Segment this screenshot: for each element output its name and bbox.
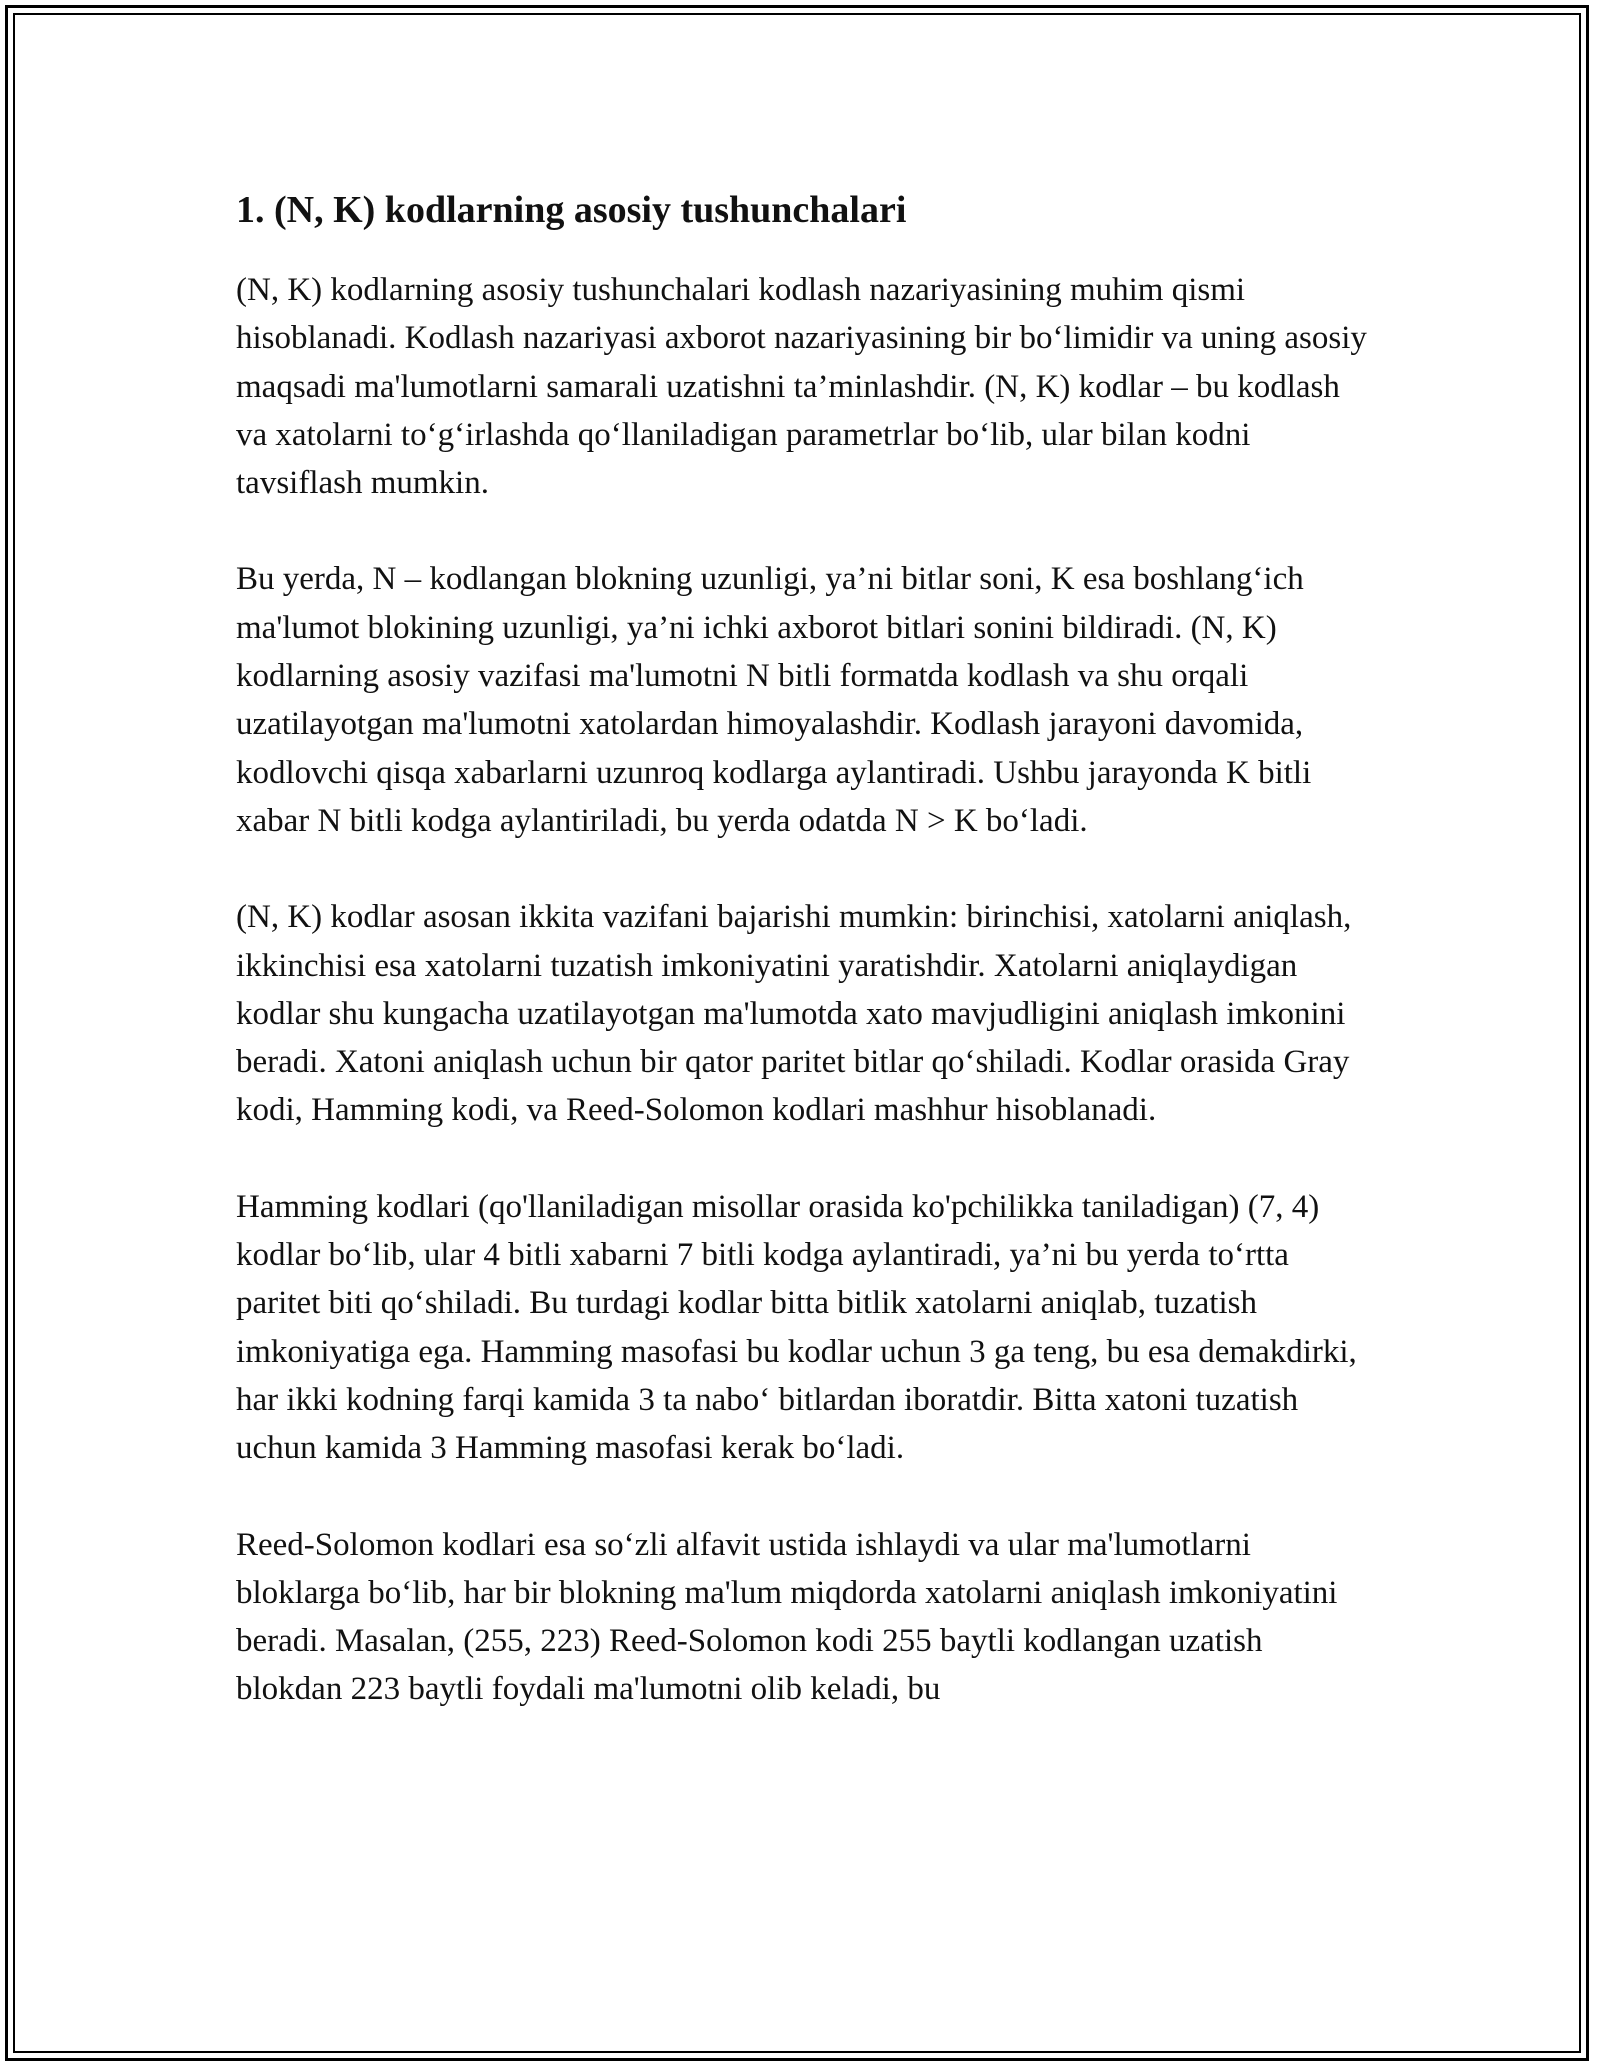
paragraph-n-k-definition: Bu yerda, N – kodlangan blokning uzunligi, ya’ni bitlar soni, K esa boshlang‘ich ma'lumot blokining uzunligi, ya’ni ichki axborot bitlari sonini bildiradi. (N, K) kodlarning asosiy vazifasi ma'lumotni N bitli formatda kodlash va shu orqali uzatilayotgan ma'lumotni xatolardan himoyalashdir. Kodlash jarayoni davomida, kodlovchi qisqa xabarlarni uzunroq kodlarga aylantiradi. Ushbu jarayonda K bitli xabar N bitli kodga aylantiriladi, bu yerda odatda N > K bo‘ladi.	[236, 561, 1312, 839]
paragraph-nk-basics: (N, K) kodlarning asosiy tushunchalari kodlash nazariyasining muhim qismi hisoblanadi. Kodlash nazariyasi axborot nazariyasining bir bo‘limidir va uning asosiy maqsadi ma'lumotlarni samarali uzatishni ta’minlashdir. (N, K) kodlar – bu kodlash va xatolarni to‘g‘irlashda qo‘llaniladigan parametrlar bo‘lib, ular bilan kodni tavsiflash mumkin.	[236, 272, 1367, 502]
paragraph-reed-solomon: Reed-Solomon kodlari esa so‘zli alfavit ustida ishlaydi va ular ma'lumotlarni bloklarga bo‘lib, har bir blokning ma'lum miqdorda xatolarni aniqlash imkoniyatini beradi. Masalan, (255, 223) Reed-Solomon kodi 255 baytli kodlangan uzatish blokdan 223 baytli foydali ma'lumotni olib keladi, bu	[236, 1526, 1338, 1708]
section-heading: 1. (N, K) kodlarning asosiy tushunchalari	[236, 189, 907, 231]
paragraph-error-detection: (N, K) kodlar asosan ikkita vazifani bajarishi mumkin: birinchisi, xatolarni aniqlash, ikkinchisi esa xatolarni tuzatish imkoniyatini yaratishdir. Xatolarni aniqlaydigan kodlar shu kungacha uzatilayotgan ma'lumotda xato mavjudligini aniqlash imkonini beradi. Xatoni aniqlash uchun bir qator paritet bitlar qo‘shiladi. Kodlar orasida Gray kodi, Hamming kodi, va Reed-Solomon kodlari mashhur hisoblanadi.	[236, 899, 1352, 1129]
document-body	[236, 186, 1376, 1762]
paragraph-hamming-codes: Hamming kodlari (qo'llaniladigan misollar orasida ko'pchilikka taniladigan) (7, 4) kodlar bo‘lib, ular 4 bitli xabarni 7 bitli kodga aylantiradi, ya’ni bu yerda to‘rtta paritet biti qo‘shiladi. Bu turdagi kodlar bitta bitlik xatolarni aniqlab, tuzatish imkoniyatiga ega. Hamming masofasi bu kodlar uchun 3 ga teng, bu esa demakdirki, har ikki kodning farqi kamida 3 ta nabo‘ bitlardan iboratdir. Bitta xatoni tuzatish uchun kamida 3 Hamming masofasi kerak bo‘ladi.	[236, 1188, 1357, 1467]
